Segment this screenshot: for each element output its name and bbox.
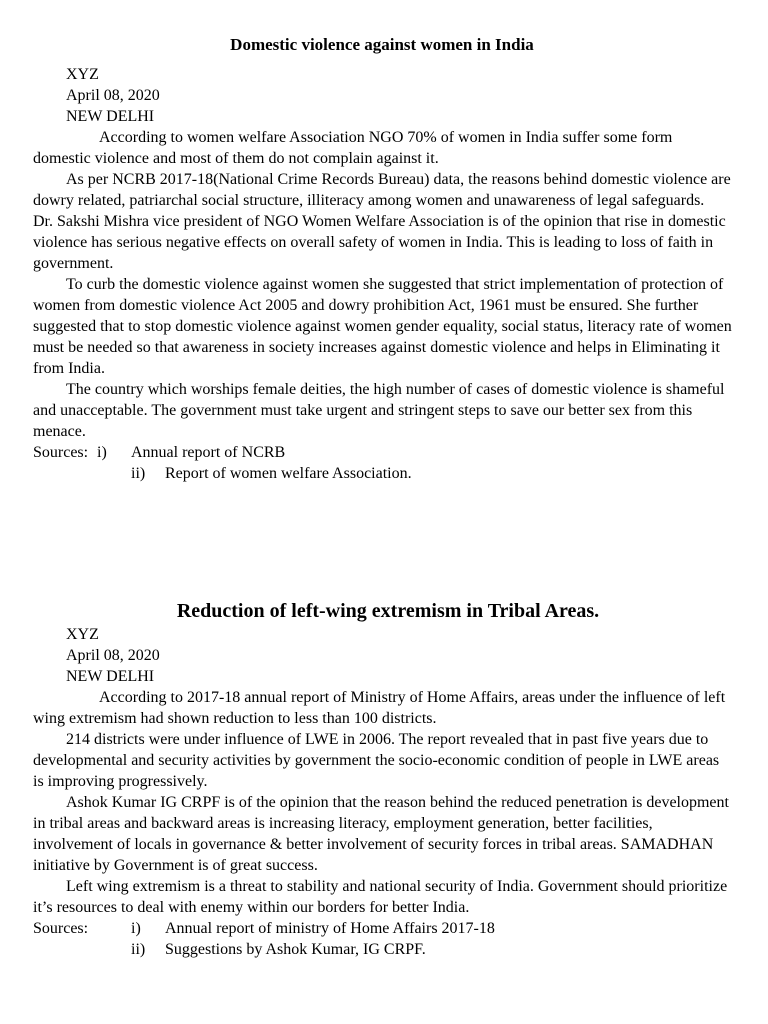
source-text: Report of women welfare Association. [165, 465, 412, 482]
article-meta [33, 64, 733, 127]
article-place: NEW DELHI [66, 668, 155, 685]
article-date: April 08, 2020 [66, 647, 160, 664]
article-meta [33, 624, 733, 687]
article-place: NEW DELHI [66, 108, 155, 125]
source-item [33, 463, 733, 484]
sources-list [33, 918, 733, 960]
article-date: April 08, 2020 [66, 87, 160, 104]
article-author: XYZ [66, 66, 99, 83]
sources-label: Sources: [33, 920, 89, 937]
source-item [33, 918, 733, 939]
article-domestic-violence [33, 34, 733, 484]
article-left-wing-extremism [33, 598, 733, 960]
source-number: i) [97, 444, 107, 461]
article-paragraph: As per NCRB 2017-18(National Crime Records Bureau) data, the reasons behind domestic violence are dowry related, patriarchal social structure, illiteracy among women and unawareness of legal safeguards. [33, 171, 731, 209]
article-paragraph: Ashok Kumar IG CRPF is of the opinion that the reason behind the reduced penetration is development in tribal areas and backward areas is increasing literacy, employment generation, better facilities, involvement of locals in governance & better involvement of security forces in tribal areas. SAMADHAN initiative by Government is of great success. [33, 794, 729, 874]
article-title: Reduction of left-wing extremism in Tribal Areas. [176, 600, 600, 622]
sources-label: Sources: [33, 444, 89, 461]
article-title: Domestic violence against women in India [230, 35, 534, 54]
article-paragraph: According to 2017-18 annual report of Ministry of Home Affairs, areas under the influence of left wing extremism had shown reduction to less than 100 districts. [33, 689, 726, 727]
source-number: i) [131, 920, 141, 937]
source-number: ii) [131, 941, 146, 958]
article-paragraph: 214 districts were under influence of LWE in 2006. The report revealed that in past five years due to developmental and security activities by government the socio-economic condition of people in LWE areas is improving progressively. [33, 731, 720, 790]
source-text: Annual report of ministry of Home Affairs 2017-18 [165, 920, 495, 937]
source-item [33, 939, 733, 960]
sources-list [33, 442, 733, 484]
article-paragraph: The country which worships female deities, the high number of cases of domestic violence is shameful and unacceptable. The government must take urgent and stringent steps to save our better sex from this menace. [33, 381, 725, 440]
article-author: XYZ [66, 626, 99, 643]
article-paragraph: Left wing extremism is a threat to stability and national security of India. Government should prioritize it’s resources to deal with enemy within our borders for better India. [33, 878, 728, 916]
source-item [33, 442, 733, 463]
article-paragraph: According to women welfare Association NGO 70% of women in India suffer some form domestic violence and most of them do not complain against it. [33, 129, 673, 167]
source-number: ii) [131, 465, 146, 482]
article-paragraph: Dr. Sakshi Mishra vice president of NGO Women Welfare Association is of the opinion that rise in domestic violence has serious negative effects on overall safety of women in India. This is leading to loss of faith in government. [33, 213, 726, 272]
source-text: Suggestions by Ashok Kumar, IG CRPF. [165, 941, 426, 958]
source-text: Annual report of NCRB [131, 444, 286, 461]
article-paragraph: To curb the domestic violence against women she suggested that strict implementation of protection of women from domestic violence Act 2005 and dowry prohibition Act, 1961 must be ensured. She further suggested that to stop domestic violence against women gender equality, social status, literacy rate of women must be needed so that awareness in society increases against domestic violence and helps in Eliminating it from India. [33, 276, 732, 377]
